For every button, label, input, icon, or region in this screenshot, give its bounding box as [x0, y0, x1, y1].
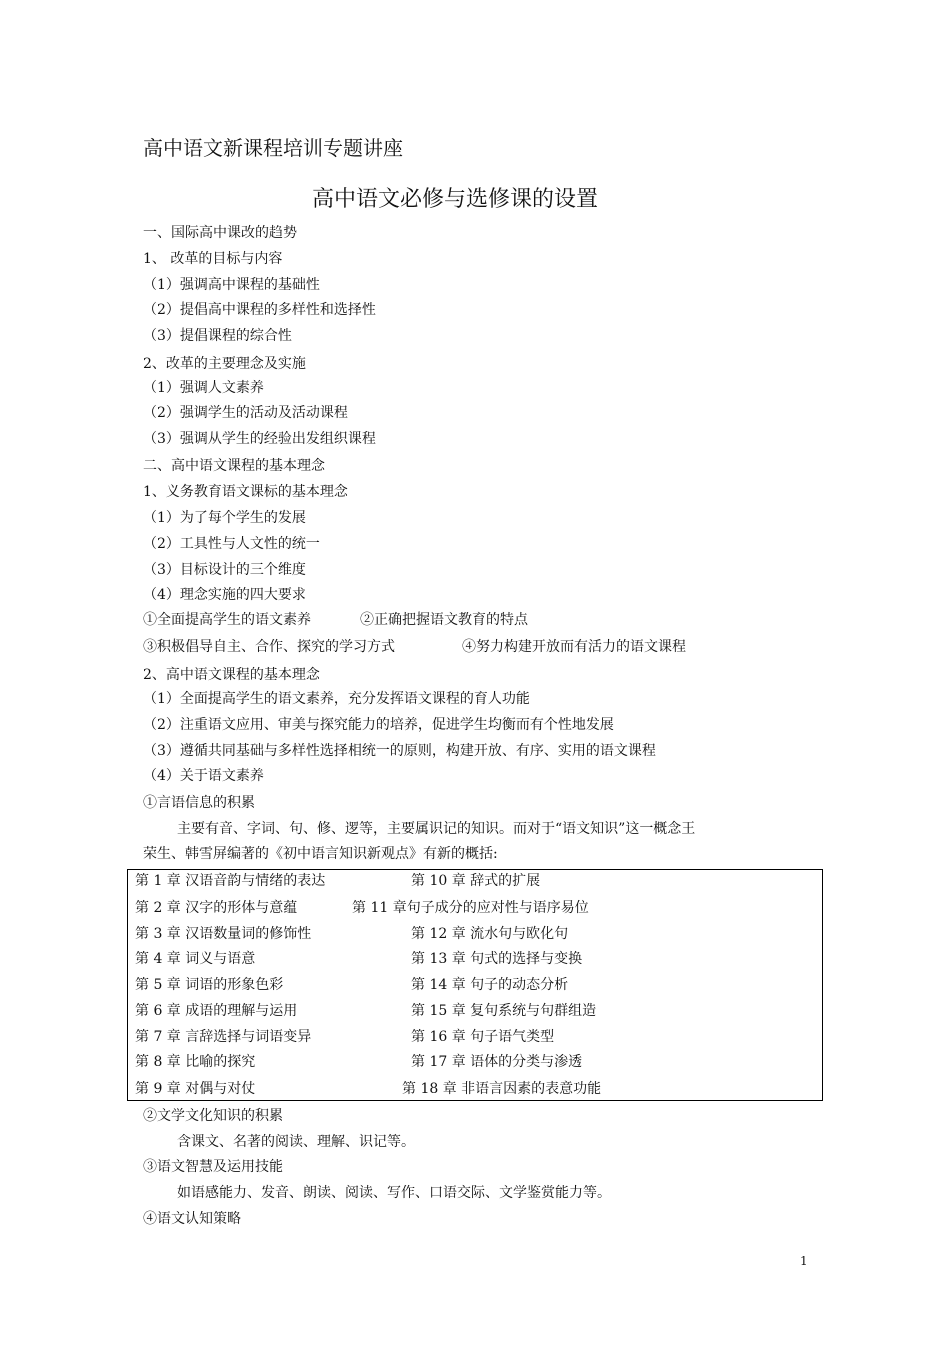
subsection-heading: 1、 改革的目标与内容 [143, 251, 283, 267]
list-item: （2）提倡高中课程的多样性和选择性 [143, 302, 376, 318]
chapter-item: 第 13 章 句式的选择与变换 [411, 951, 583, 967]
list-item: （2）强调学生的活动及活动课程 [143, 405, 348, 421]
chapter-item: 第 10 章 辞式的扩展 [411, 873, 541, 889]
section-heading: 一、国际高中课改的趋势 [143, 225, 297, 241]
header-title: 高中语文新课程培训专题讲座 [143, 136, 403, 160]
list-item: ②正确把握语文教育的特点 [360, 612, 528, 628]
list-item: （3）目标设计的三个维度 [143, 562, 306, 578]
chapter-item: 第 8 章 比喻的探究 [135, 1054, 256, 1070]
list-item: ④努力构建开放而有活力的语文课程 [462, 639, 686, 655]
list-item: （2）工具性与人文性的统一 [143, 536, 320, 552]
paragraph-line: 荣生、韩雪屏编著的《初中语言知识新观点》有新的概括: [143, 846, 498, 862]
list-item: （4）关于语文素养 [143, 768, 264, 784]
chapter-item: 第 5 章 词语的形象色彩 [135, 977, 284, 993]
chapter-item: 第 14 章 句子的动态分析 [411, 977, 569, 993]
list-item: ①全面提高学生的语文素养 [143, 612, 311, 628]
section-heading: 二、高中语文课程的基本理念 [143, 458, 325, 474]
chapter-item: 第 18 章 非语言因素的表意功能 [402, 1081, 602, 1097]
list-item: ①言语信息的积累 [143, 795, 255, 811]
chapter-item: 第 11 章句子成分的应对性与语序易位 [352, 900, 589, 916]
chapter-item: 第 7 章 言辞选择与词语变异 [135, 1029, 312, 1045]
list-item: （1）强调高中课程的基础性 [143, 277, 320, 293]
list-item: （1）为了每个学生的发展 [143, 510, 306, 526]
chapter-item: 第 1 章 汉语音韵与情绪的表达 [135, 873, 326, 889]
page-number: 1 [800, 1254, 808, 1268]
paragraph-line: 主要有音、字词、句、修、逻等，主要属识记的知识。而对于“语文知识”这一概念王 [177, 821, 696, 837]
chapter-item: 第 9 章 对偶与对仗 [135, 1081, 256, 1097]
list-item: （2）注重语文应用、审美与探究能力的培养，促进学生均衡而有个性地发展 [143, 717, 614, 733]
chapter-item: 第 12 章 流水句与欧化句 [411, 926, 569, 942]
list-item: （1）强调人文素养 [143, 380, 264, 396]
chapter-item: 第 3 章 汉语数量词的修饰性 [135, 926, 312, 942]
subsection-heading: 2、高中语文课程的基本理念 [143, 667, 320, 683]
list-item: ④语文认知策略 [143, 1211, 241, 1227]
list-item: （3）遵循共同基础与多样性选择相统一的原则，构建开放、有序、实用的语文课程 [143, 743, 656, 759]
chapter-item: 第 17 章 语体的分类与渗透 [411, 1054, 583, 1070]
chapter-item: 第 4 章 词义与语意 [135, 951, 256, 967]
paragraph-line: 如语感能力、发音、朗读、阅读、写作、口语交际、文学鉴赏能力等。 [177, 1185, 611, 1201]
list-item: （1）全面提高学生的语文素养，充分发挥语文课程的育人功能 [143, 691, 530, 707]
chapter-item: 第 15 章 复句系统与句群组造 [411, 1003, 597, 1019]
subsection-heading: 2、改革的主要理念及实施 [143, 356, 306, 372]
chapter-item: 第 2 章 汉字的形体与意蕴 [135, 900, 298, 916]
list-item: （3）强调从学生的经验出发组织课程 [143, 431, 376, 447]
list-item: ②文学文化知识的积累 [143, 1108, 283, 1124]
chapter-item: 第 16 章 句子语气类型 [411, 1029, 555, 1045]
list-item: ③积极倡导自主、合作、探究的学习方式 [143, 639, 395, 655]
document-title: 高中语文必修与选修课的设置 [311, 187, 598, 212]
chapter-item: 第 6 章 成语的理解与运用 [135, 1003, 298, 1019]
paragraph-line: 含课文、名著的阅读、理解、识记等。 [177, 1134, 415, 1150]
list-item: ③语文智慧及运用技能 [143, 1159, 283, 1175]
list-item: （4）理念实施的四大要求 [143, 587, 306, 603]
list-item: （3）提倡课程的综合性 [143, 328, 292, 344]
subsection-heading: 1、义务教育语文课标的基本理念 [143, 484, 348, 500]
